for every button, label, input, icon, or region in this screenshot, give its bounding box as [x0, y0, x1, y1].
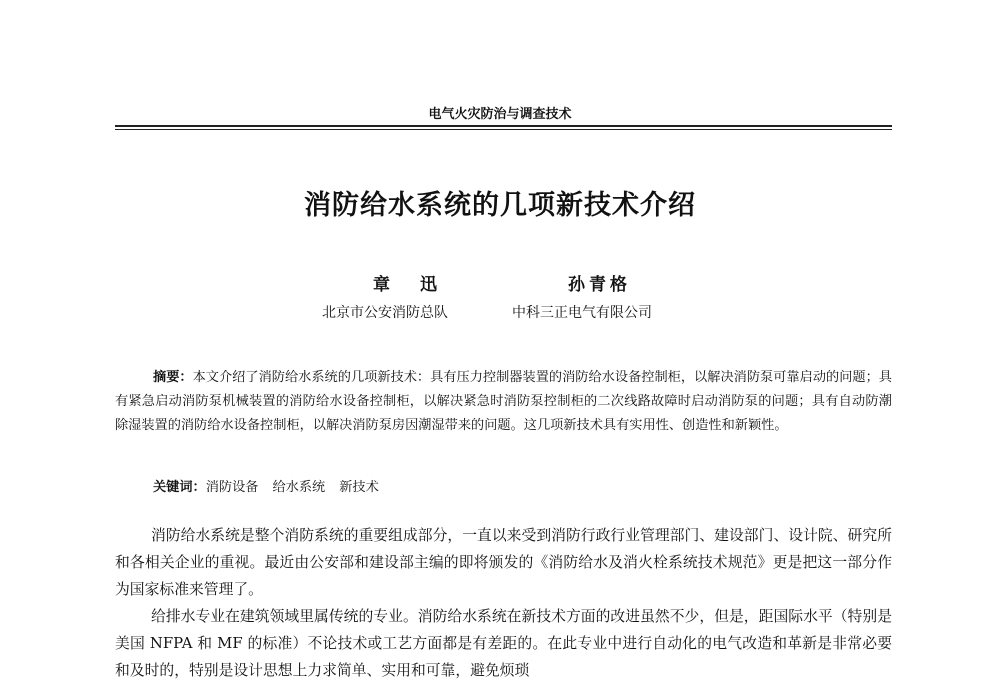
keywords-label: 关键词：	[153, 480, 206, 495]
header-rule-thick	[115, 125, 892, 127]
abstract	[115, 366, 892, 438]
author-1-name: 章迅	[373, 275, 467, 295]
header-rule-thin	[115, 129, 892, 130]
keywords	[153, 476, 379, 495]
keyword: 消防设备	[205, 480, 259, 495]
running-head: 电气火灾防治与调查技术	[428, 107, 572, 122]
keyword: 新技术	[339, 480, 379, 495]
abstract-text: 本文介绍了消防给水系统的几项新技术：具有压力控制器装置的消防给水设备控制柜，以解决消防泵可靠启动的问题；具有紧急启动消防泵机械装置的消防给水设备控制柜，以解决紧急时消防泵控制柜的二次线路故障时启动消防泵的问题；具有自动防潮除湿装置的消防给水设备控制柜，以解决消防泵房因潮湿带来的问题。这几项新技术具有实用性、创造性和新颖性。	[115, 370, 892, 433]
author-2-name: 孙青格	[568, 275, 631, 295]
keyword: 给水系统	[272, 480, 326, 495]
author-1-affiliation: 北京市公安消防总队	[322, 305, 448, 321]
article-title: 消防给水系统的几项新技术介绍	[304, 190, 696, 221]
abstract-label: 摘要：	[153, 370, 193, 385]
author-2-affiliation: 中科三正电气有限公司	[512, 305, 652, 321]
body-paragraph-2: 给排水专业在建筑领域里属传统的专业。消防给水系统在新技术方面的改进虽然不少，但是，距国际水平（特别是美国 NFPA 和 MF 的标准）不论技术或工艺方面都是有差距的。在此专业中进行自动化的电气改造和革新是非常必要和及时的，特别是设计思想上力求简单、实用和可靠，避免烦琐	[115, 608, 892, 679]
body-paragraph-1: 消防给水系统是整个消防系统的重要组成部分，一直以来受到消防行政行业管理部门、建设部门、设计院、研究所和各相关企业的重视。最近由公安部和建设部主编的即将颁发的《消防给水及消火栓系统技术规范》更是把这一部分作为国家标准来管理了。	[115, 527, 892, 598]
